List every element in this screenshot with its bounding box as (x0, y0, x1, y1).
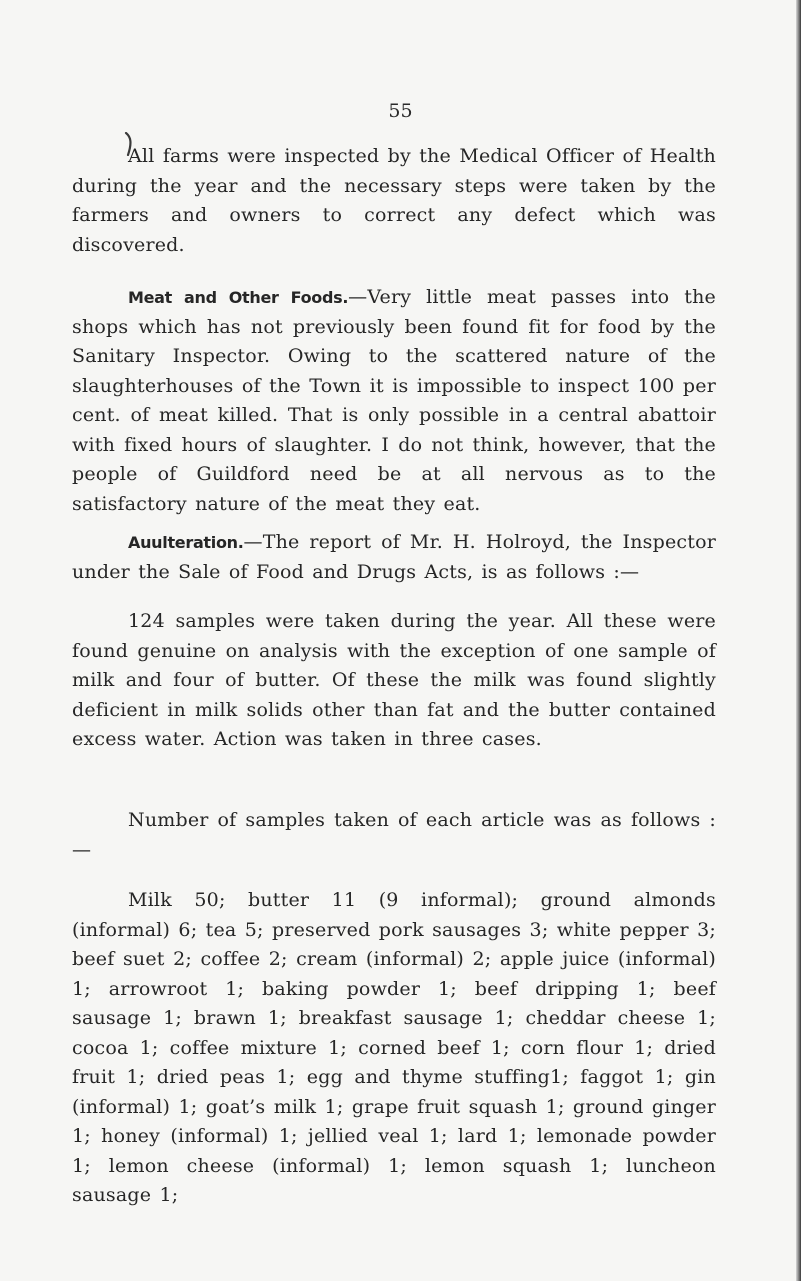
adulteration-heading: Auulteration. (128, 533, 244, 552)
page-number: 55 (388, 100, 413, 122)
farms-paragraph: All farms were inspected by the Medical Officer of Health during the year and the necessary steps were taken by the farmers and owners to correct any defect which was discovered. (72, 145, 716, 256)
number-intro-paragraph: Number of samples taken of each article was as follows :— (72, 809, 716, 861)
samples-paragraph: 124 samples were taken during the year. All these were found genuine on analysis with the exception of one sample of milk and four of butter. Of these the milk was found slightly deficient in milk solids other than fat and the butter contained excess water. Action was taken in three cases. (72, 610, 716, 750)
adulteration-body: —The report of Mr. H. Holroyd, the Inspector under the Sale of Food and Drugs Acts, is as follows :— (72, 531, 716, 583)
meat-body: —Very little meat passes into the shops which has not previously been found fit for food by the Sanitary Inspector. Owing to the scattered nature of the slaughterhouses of the Town it is impossible to inspect 100 per cent. of meat killed. That is only possible in a central abattoir with fixed hours of slaughter. I do not think, however, that the people of Guildford need be at all nervous as to the satisfactory nature of the meat they eat. (72, 286, 716, 515)
meat-heading: Meat and Other Foods. (128, 288, 349, 307)
page-edge-shadow (796, 0, 801, 1281)
meat-paragraph (72, 283, 716, 519)
adulteration-paragraph (72, 528, 716, 587)
samples-list-paragraph: Milk 50; butter 11 (9 informal); ground almonds (informal) 6; tea 5; preserved pork sausages 3; white pepper 3; beef suet 2; coffee 2; cream (informal) 2; apple juice (informal) 1; arrowroot 1; baking powder 1; beef dripping 1; beef sausage 1; brawn 1; breakfast sausage 1; cheddar cheese 1; cocoa 1; coffee mixture 1; corned beef 1; corn flour 1; dried fruit 1; dried peas 1; egg and thyme stuffing1; faggot 1; gin (informal) 1; goat’s milk 1; grape fruit squash 1; ground ginger 1; honey (informal) 1; jellied veal 1; lard 1; lemonade powder 1; lemon cheese (informal) 1; lemon squash 1; luncheon sausage 1; (72, 889, 716, 1206)
